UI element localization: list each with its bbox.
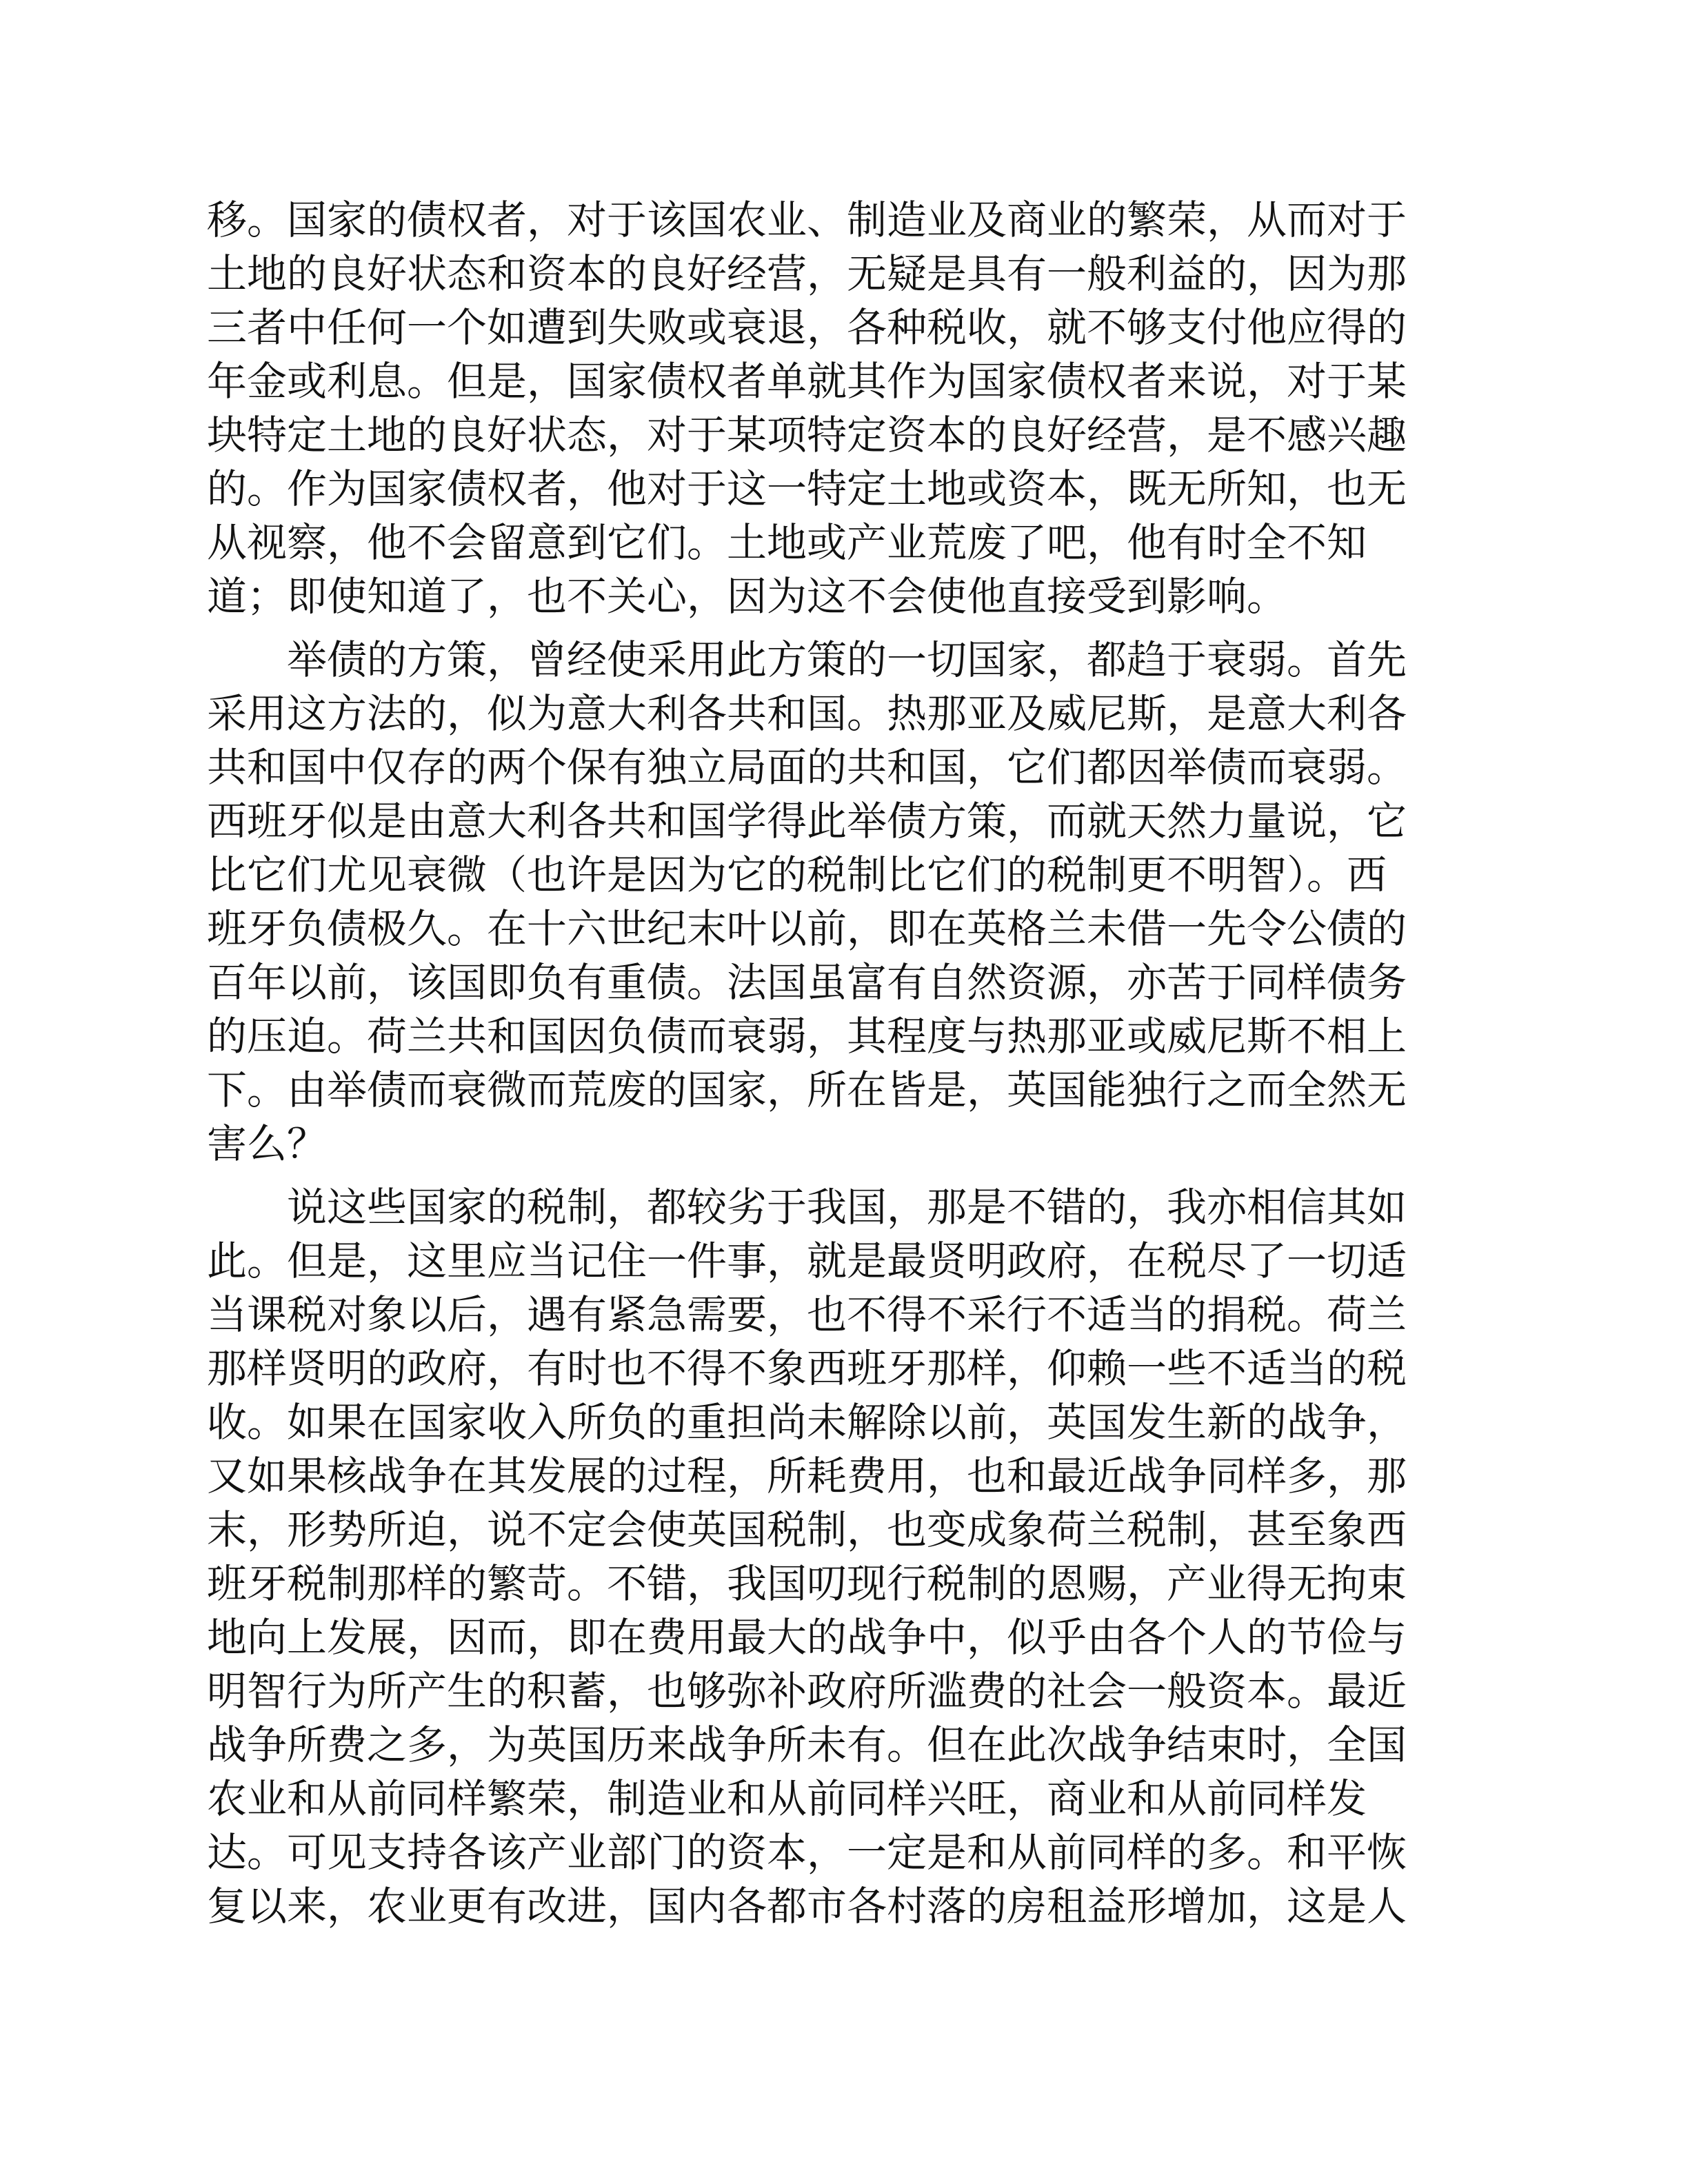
text-line: 害么？ [207, 1120, 328, 1167]
text-line: 达。可见支持各该产业部门的资本，一定是和从前同样的多。和平恢 [207, 1829, 1407, 1876]
text-line: 移。国家的债权者，对于该国农业、制造业及商业的繁荣，从而对于 [207, 196, 1407, 243]
paragraph-gap [207, 1171, 1462, 1180]
text-line: 土地的良好状态和资本的良好经营，无疑是具有一般利益的，因为那 [207, 250, 1407, 297]
text-line: 的压迫。荷兰共和国因负债而衰弱，其程度与热那亚或威尼斯不相上 [207, 1013, 1407, 1060]
paragraph-gap [207, 623, 1462, 633]
text-line: 百年以前，该国即负有重债。法国虽富有自然资源，亦苦于同样债务 [207, 959, 1407, 1006]
text-line: 西班牙似是由意大利各共和国学得此举债方策，而就天然力量说，它 [207, 798, 1407, 845]
paragraph-1 [207, 193, 1462, 623]
text-line: 共和国中仅存的两个保有独立局面的共和国，它们都因举债而衰弱。 [207, 744, 1407, 791]
text-line: 班牙负债极久。在十六世纪末叶以前，即在英格兰未借一先令公债的 [207, 905, 1407, 952]
text-line: 班牙税制那样的繁苛。不错，我国叨现行税制的恩赐，产业得无拘束 [207, 1560, 1407, 1607]
text-line: 举债的方策，曾经使采用此方策的一切国家，都趋于衰弱。首先 [207, 636, 1407, 683]
text-line: 的。作为国家债权者，他对于这一特定土地或资本，既无所知，也无 [207, 465, 1407, 512]
text-line: 比它们尤见衰微（也许是因为它的税制比它们的税制更不明智）。西 [207, 851, 1387, 898]
text-line: 块特定土地的良好状态，对于某项特定资本的良好经营，是不感兴趣 [207, 412, 1407, 458]
text-line: 地向上发展，因而，即在费用最大的战争中，似乎由各个人的节俭与 [207, 1614, 1407, 1661]
text-line: 战争所费之多，为英国历来战争所未有。但在此次战争结束时，全国 [207, 1721, 1407, 1768]
text-line: 明智行为所产生的积蓄，也够弥补政府所滥费的社会一般资本。最近 [207, 1668, 1407, 1715]
text-line: 从视察，他不会留意到它们。土地或产业荒废了吧，他有时全不知 [207, 519, 1367, 566]
paragraph-2 [207, 633, 1462, 1171]
text-line: 又如果核战争在其发展的过程，所耗费用，也和最近战争同样多，那 [207, 1453, 1407, 1499]
text-line: 三者中任何一个如遭到失败或衰退，各种税收，就不够支付他应得的 [207, 304, 1407, 351]
text-line: 下。由举债而衰微而荒废的国家，所在皆是，英国能独行之而全然无 [207, 1066, 1407, 1113]
text-line: 农业和从前同样繁荣，制造业和从前同样兴旺，商业和从前同样发 [207, 1775, 1367, 1822]
text-line: 此。但是，这里应当记住一件事，就是最贤明政府，在税尽了一切适 [207, 1237, 1407, 1284]
text-line: 末，形势所迫，说不定会使英国税制，也变成象荷兰税制，甚至象西 [207, 1506, 1407, 1553]
text-line: 收。如果在国家收入所负的重担尚未解除以前，英国发生新的战争， [207, 1399, 1407, 1446]
text-line: 道；即使知道了，也不关心，因为这不会使他直接受到影响。 [207, 573, 1287, 620]
text-line: 采用这方法的，似为意大利各共和国。热那亚及威尼斯，是意大利各 [207, 690, 1407, 737]
document-page [207, 193, 1462, 1933]
text-line: 年金或利息。但是，国家债权者单就其作为国家债权者来说，对于某 [207, 358, 1407, 405]
text-line: 说这些国家的税制，都较劣于我国，那是不错的，我亦相信其如 [207, 1184, 1407, 1231]
text-line: 当课税对象以后，遇有紧急需要，也不得不采行不适当的捐税。荷兰 [207, 1291, 1407, 1338]
paragraph-3 [207, 1180, 1462, 1933]
text-line: 那样贤明的政府，有时也不得不象西班牙那样，仰赖一些不适当的税 [207, 1345, 1407, 1392]
text-line: 复以来，农业更有改进，国内各都市各村落的房租益形增加，这是人 [207, 1883, 1407, 1930]
